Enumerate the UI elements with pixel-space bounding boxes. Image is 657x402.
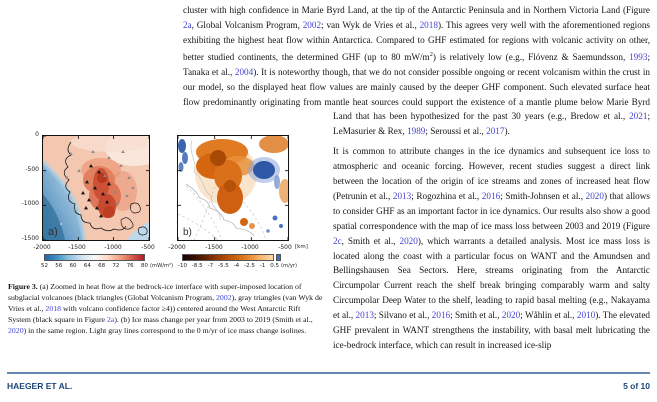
figure-caption-label: Figure 3.: [8, 282, 38, 291]
text-segment: (a) Zoomed in heat flow at the bedrock-ice interface with super-imposed location of subglacial volcanoes (black triangles (Global Volcanism Program,: [8, 282, 302, 302]
text-segment: ; van Wyk de Vries et al.,: [321, 19, 420, 30]
citation-link[interactable]: 2002: [302, 19, 322, 30]
cbar-b-tick: -8.5: [191, 263, 203, 269]
cbar-b-tick: -4: [233, 263, 240, 269]
text-segment: , Global Volcanism Program,: [191, 19, 303, 30]
cbar-b-tick: 0.5: [270, 263, 279, 269]
citation-link[interactable]: 2020: [399, 235, 418, 246]
text-segment: ).: [504, 126, 510, 137]
citation-link[interactable]: 2017: [486, 126, 505, 137]
text-segment: ; Wåhlin et al.,: [520, 310, 577, 321]
panel-b-xtick: -500: [278, 244, 292, 251]
cbar-a-tick: 56: [55, 263, 63, 269]
panel-a-xtick: -1500: [68, 244, 86, 251]
citation-link[interactable]: 2018: [45, 304, 62, 313]
panel-b-label: b): [183, 227, 192, 238]
heat-flow-colorbar: [44, 254, 145, 261]
text-segment: ), gray triangles (van Wyk de Vries et al.,: [8, 293, 323, 313]
citation-link[interactable]: 2013: [392, 190, 412, 201]
citation-link[interactable]: 1989: [407, 126, 426, 137]
cbar-b-tick: -7: [207, 263, 214, 269]
ice-mass-colorbar-positive-chip: [276, 254, 281, 261]
text-segment: ). The elevated GHF prevalent in WANT strengthens the instability, with basal melt lubricating the ice-bedrock interface, which can result in increased ice-slip: [333, 310, 650, 350]
ice-mass-change-map-svg: [178, 136, 288, 240]
text-segment: ). (b) Ice mass change per year from 2003 to 2019 (Smith et al.,: [114, 315, 313, 324]
citation-link[interactable]: 2010: [576, 310, 596, 321]
panel-b-xtick: -1500: [205, 244, 223, 251]
text-segment: ). It is noteworthy though, that we do not consider possible ongoing or recent volcanism within the crust in our model, so the displayed heat flow values are mainly caused by the deeper GHF component. Such elevated surface heat flow predominantly originating from mantle heat sources could support the existence of a mantle plume below Marie Byrd Land that has been hypothesized for the past 30 years (e.g., Bredow et al.,: [183, 66, 650, 122]
footer-page-number: 5 of 10: [623, 381, 650, 391]
panel-b-xtick: -1000: [241, 244, 259, 251]
panel-b-xtick: -2000: [168, 244, 186, 251]
cbar-a-tick: 52: [41, 263, 48, 269]
panel-a-ytick: -1000: [21, 200, 39, 207]
citation-link[interactable]: 2a: [183, 19, 192, 30]
cbar-a-tick: 76: [126, 263, 134, 269]
panel-a-ytick: -500: [25, 166, 39, 173]
panel-a-ytick: -1500: [21, 235, 39, 242]
citation-link[interactable]: 2002: [216, 293, 232, 302]
citation-link[interactable]: 2c: [333, 235, 342, 246]
panel-b-x-unit: [km]: [295, 244, 308, 250]
heat-flow-map-svg: [43, 136, 149, 240]
text-segment: ; Smith-Johnsen et al.,: [500, 190, 586, 201]
text-segment: 2: [429, 50, 433, 58]
cbar-a-tick: 72: [112, 263, 120, 269]
citation-link[interactable]: 2016: [481, 190, 501, 201]
cbar-a-tick: 68: [98, 263, 106, 269]
citation-link[interactable]: 2016: [431, 310, 451, 321]
ice-mass-colorbar: [182, 254, 274, 261]
citation-link[interactable]: 2018: [419, 19, 438, 30]
cbar-a-tick: 60: [69, 263, 77, 269]
text-segment: ). This agrees very well with the aforementioned regions exhibiting the highest heat flow within Antarctica. Compared to GHF estimated for regions with volcanic activity on other, better studied continents, the determined GHF (up to 80 mW/m: [183, 19, 650, 62]
footer-author: HAEGER ET AL.: [7, 381, 73, 391]
heat-flow-map-panel-a: [42, 135, 150, 241]
text-segment: ; Rogozhina et al.,: [411, 190, 482, 201]
text-segment: ; Silvano et al.,: [373, 310, 432, 321]
text-segment: It is common to attribute changes in the ice dynamics and subsequent ice loss to atmospheric and oceanic forcing. However, recent studies suggest a direct link between the location of the origin of ice streams and zones of increased heat flow (Petrunin et al.,: [333, 146, 650, 201]
citation-link[interactable]: 2013: [355, 310, 374, 321]
citation-link[interactable]: 2004: [234, 66, 254, 77]
footer-rule: [7, 372, 650, 374]
panel-a-label: a): [48, 226, 58, 238]
panel-a-xtick: -2000: [33, 244, 51, 251]
text-segment: ; LeMasurier & Rex,: [333, 111, 650, 137]
citation-link[interactable]: 2020: [585, 190, 604, 201]
panel-a-ytick: 0: [35, 131, 39, 138]
citation-link[interactable]: 2a: [106, 315, 115, 324]
paragraph-discussion-heat-flow: [183, 3, 650, 139]
text-segment: ; Tanaka et al.,: [183, 51, 651, 77]
citation-link[interactable]: 1993: [629, 51, 648, 62]
ice-mass-change-map-panel-b: [177, 135, 289, 241]
cbar-b-tick: -1: [259, 263, 266, 269]
text-wrap-spacer: [7, 3, 8, 122]
cbar-b-tick: -2.5: [244, 263, 255, 269]
heat-flow-colorbar-ticks: [41, 263, 148, 269]
figure-3: [8, 122, 333, 360]
cbar-a-tick: 80: [140, 263, 148, 269]
text-segment: ; Smith et al.,: [450, 310, 502, 321]
cbar-b-tick: -10: [178, 263, 187, 269]
figure-caption: [8, 281, 324, 336]
text-segment: ) that allows to consider GHF as an important factor in ice dynamics. Our results also show a good spatial correspondence with the map of ice mass loss between 2003 and 2019 (Figure: [333, 190, 650, 231]
ice-mass-colorbar-unit: (m/yr): [281, 263, 298, 269]
citation-link[interactable]: 2020: [8, 326, 24, 335]
text-segment: ) is relatively low (e.g., Flóvenz & Saemundsson,: [432, 51, 630, 62]
cbar-a-tick: 64: [83, 263, 91, 269]
text-segment: , Smith et al.,: [341, 235, 400, 246]
panel-a-xtick: -500: [141, 244, 155, 251]
citation-link[interactable]: 2020: [501, 310, 521, 321]
heat-flow-colorbar-unit: (mW/m²): [150, 263, 174, 269]
text-segment: ), which warrants a detailed analysis. Most ice mass loss is located along the coast with a particular focus on WANT and the Amundsen and Bellingshausen Sea Sectors. Here, streams originating from the Antarctic Circumpolar Current reach the shelf break bringing comparably warm and salty Circumpolar Deep Water to the shelf, leading to rapid basal melting (e.g., Nakayama et al.,: [333, 235, 650, 321]
ice-mass-colorbar-ticks: [178, 263, 279, 269]
page-footer: [7, 381, 650, 391]
cbar-b-tick: -5.5: [218, 263, 229, 269]
text-segment: ) in the same region. Light gray lines correspond to the 0 m/yr of ice mass change isolines.: [23, 326, 307, 335]
text-segment: with volcano confidence factor ≥4)) centered around the West Antarctic Rift System (black square in Figure: [8, 304, 301, 324]
figure-caption-text: [8, 282, 322, 335]
text-segment: ; Seroussi et al.,: [425, 126, 487, 137]
citation-link[interactable]: 2021: [629, 111, 648, 122]
panel-a-xtick: -1000: [104, 244, 122, 251]
text-segment: cluster with high confidence in Marie Byrd Land, at the tip of the Antarctic Peninsula and in Northern Victoria Land (Figure: [183, 5, 650, 15]
